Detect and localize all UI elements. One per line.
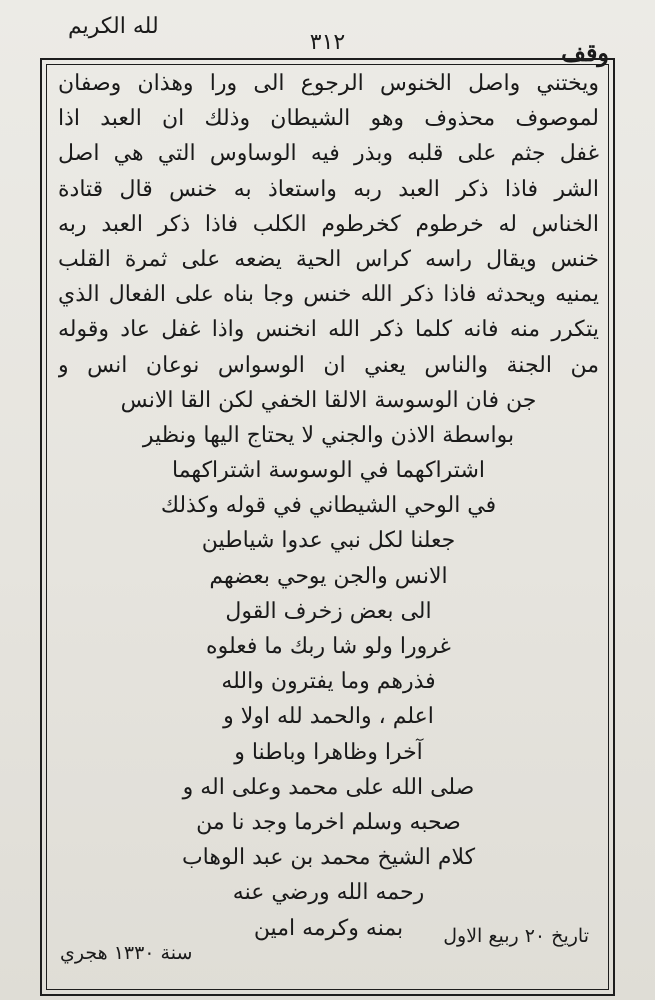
text-line-8: يتكرر منه فانه كلما ذكر الله انخنس واذا غفل عاد وقوله	[58, 317, 599, 343]
text-line-24: رحمه الله ورضي عنه	[232, 880, 425, 906]
text-line-1: ويختني واصل الخنوس الرجوع الى ورا وهذان وصفان	[58, 71, 599, 96]
text-line-13: في الوحي الشيطاني في قوله وكذلك	[160, 493, 497, 519]
text-line-18: فذرهم وما يفترون والله	[221, 669, 436, 695]
header-invocation: لله الكريم	[68, 14, 159, 39]
text-line-21: صلى الله على محمد وعلى اله و	[182, 774, 475, 800]
page-header	[40, 8, 615, 67]
text-line-15: الانس والجن يوحي بعضهم	[209, 563, 448, 589]
text-line-6: خنس ويقال راسه كراس الحية يضعه على ثمرة القلب	[58, 246, 599, 272]
text-line-5: الخناس له خرطوم كخرطوم الكلب فاذا ذكر العبد ربه	[58, 211, 599, 237]
text-line-25: بمنه وكرمه امين	[253, 915, 404, 941]
text-line-16: الى بعض زخرف القول	[225, 598, 432, 624]
text-line-3: غفل جثم على قلبه وبذر فيه الوساوس التي هي اصل	[58, 141, 599, 167]
text-line-17: غرورا ولو شا ربك ما فعلوه	[206, 634, 451, 659]
text-line-9: من الجنة والناس يعني ان الوسواس نوعان انس و	[58, 352, 599, 378]
text-line-23: كلام الشيخ محمد بن عبد الوهاب	[181, 845, 476, 871]
text-line-14: جعلنا لكل نبي عدوا شياطين	[201, 528, 456, 554]
text-line-19: اعلم ، والحمد لله اولا و	[223, 704, 434, 730]
text-line-11: بواسطة الاذن والجني لا يحتاج اليها ونظير	[142, 422, 515, 448]
text-line-20: آخرا وظاهرا وباطنا و	[234, 739, 423, 765]
text-line-22: صحبه وسلم اخرما وجد نا من	[196, 809, 461, 835]
manuscript-text	[58, 66, 599, 946]
footer-date: تاريخ ٢٠ ربيع الاول	[443, 925, 589, 947]
footer-year: سنة ١٣٣٠ هجري	[60, 942, 193, 964]
text-line-10: جن فان الوسوسة الالقا الخفي لكن القا الانس	[120, 387, 537, 413]
text-line-4: الشر فاذا ذكر العبد ربه واستعاذ به خنس قال قتادة	[58, 176, 599, 202]
page-number: ٣١٢	[309, 30, 346, 55]
text-line-2: لموصوف محذوف وهو الشيطان وذلك ان العبد اذا	[58, 106, 599, 132]
text-line-12: اشتراكهما في الوسوسة اشتراكهما	[172, 458, 485, 484]
text-line-7: يمنيه ويحدثه فاذا ذكر الله خنس وجا بناه على الفعال الذي	[58, 282, 599, 308]
catchword: وقف	[561, 38, 609, 67]
